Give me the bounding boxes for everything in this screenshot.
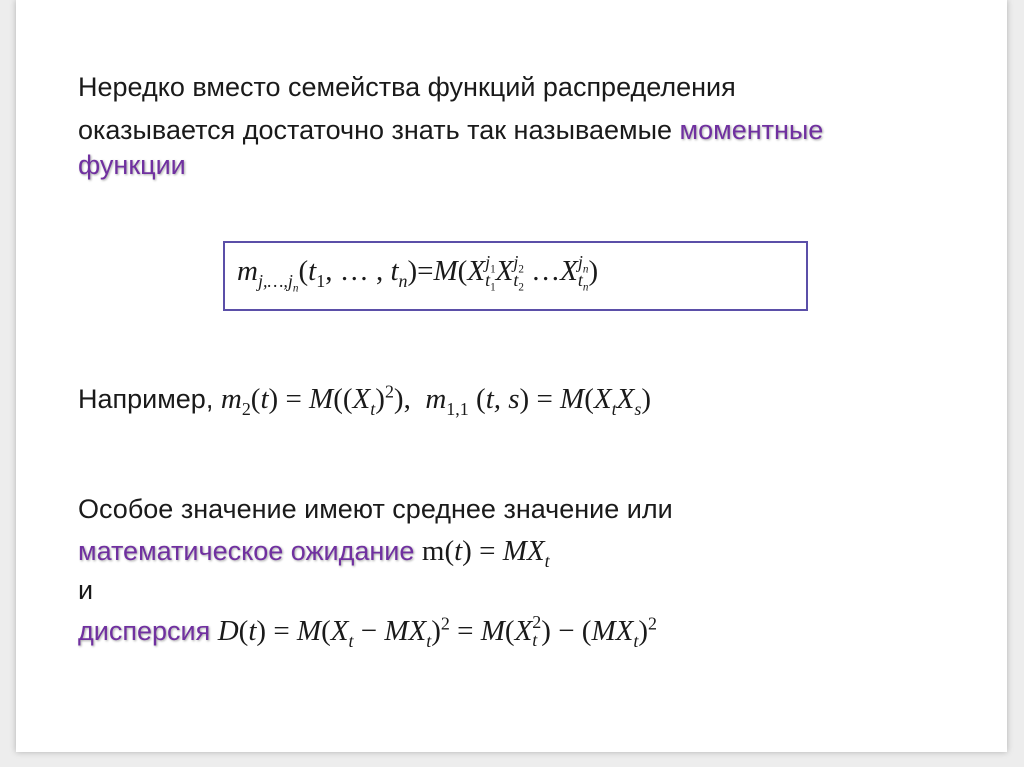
special-line-2 xyxy=(78,535,550,571)
special-line-3: и xyxy=(78,575,94,605)
intro-line-3 xyxy=(78,150,186,181)
special-line-1: Особое значение имеют среднее значение или xyxy=(78,494,673,524)
special-line-4 xyxy=(78,612,657,651)
intro-line-1: Нередко вместо семейства функций распределения xyxy=(78,72,736,102)
expectation-formula: $m(t) = MX_t$ xyxy=(421,535,550,571)
intro-line-2-text: оказывается достаточно знать так называемые xyxy=(78,115,673,145)
moment-function-formula-box xyxy=(223,241,808,311)
example-formula: $m_2(t) = M((X_t)^2)$, $m_{1,1}$ (t, $s) = M(X_tX_s)$ xyxy=(220,381,651,419)
moment-functions-term-1: моментные xyxy=(679,115,824,145)
example-label: Например, xyxy=(78,384,214,414)
moment-function-formula: $m_{j,\dots,j_n}(t_1$, … , $t_n)=M(X$ $j_1$ $t_1$ X $j_2$ $t_2$ …X $j_n$ $t_n$ ) xyxy=(237,252,599,295)
example-line xyxy=(78,381,651,419)
slide xyxy=(16,0,1007,752)
dispersion-term: дисперсия xyxy=(78,616,211,646)
intro-line-2 xyxy=(78,115,823,146)
expectation-term: математическое ожидание xyxy=(78,536,415,566)
dispersion-formula: $D(t) = M(X_t - MX_t)^2 = M(X$ 2 t ) − $(MX_t)^2$ xyxy=(217,612,657,651)
moment-functions-term-2: функции xyxy=(78,150,186,180)
